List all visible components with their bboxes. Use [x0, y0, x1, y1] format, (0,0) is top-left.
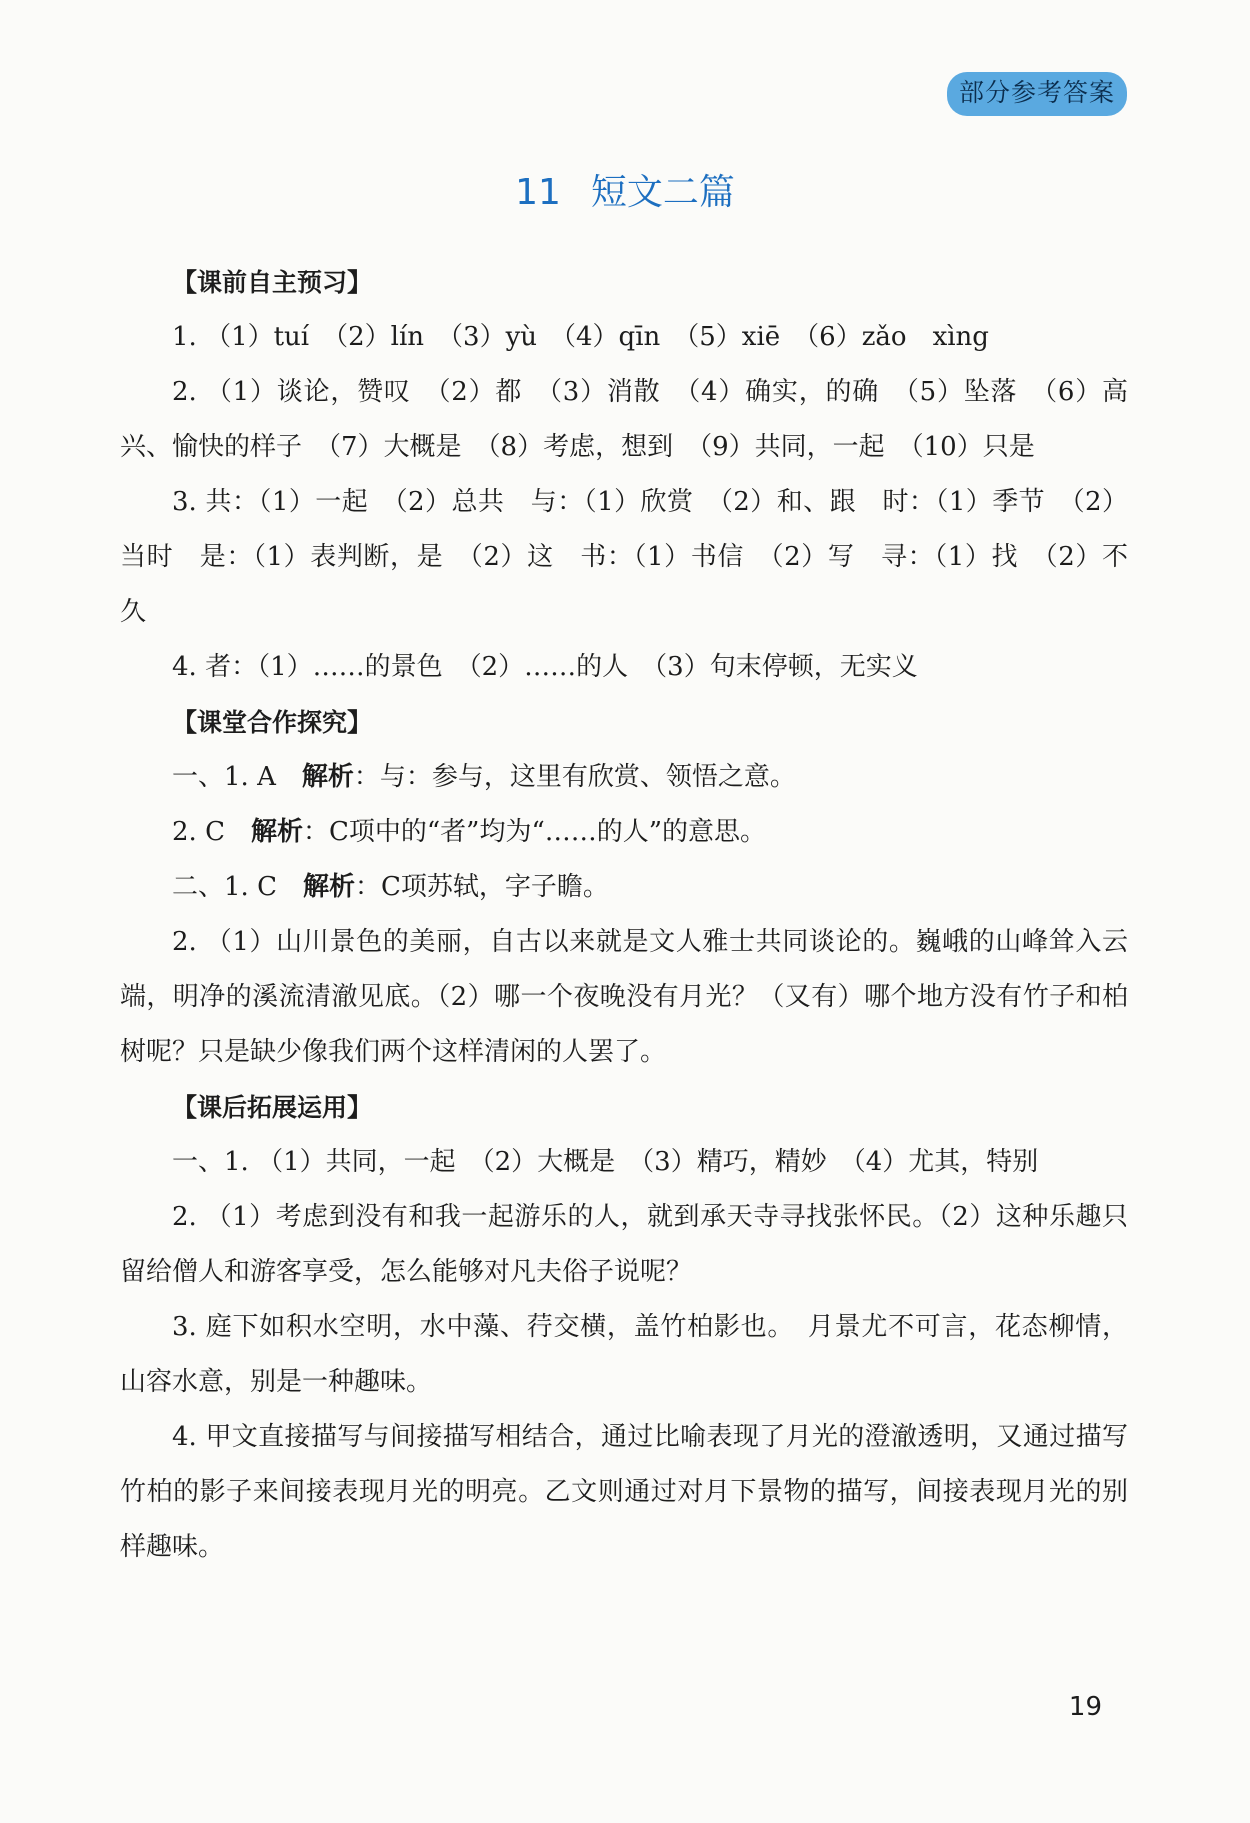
answer-item: 一、1. A 解析：与：参与，这里有欣赏、领悟之意。: [172, 762, 796, 792]
answer-item: 3. 共：（1）一起 （2）总共 与：（1）欣赏 （2）和、跟 时：（1）季节 （2）当时 是：（1）表判断，是 （2）这 书：（1）书信 （2）写 寻：（1）找 （2）不久: [120, 487, 1128, 627]
answer-item: 3. 庭下如积水空明，水中藻、荇交横，盖竹柏影也。 月景尤不可言，花态柳情，山容水意，别是一种趣味。: [120, 1312, 1128, 1397]
answer-item: 4. 甲文直接描写与间接描写相结合，通过比喻表现了月光的澄澈透明，又通过描写竹柏的影子来间接表现月光的明亮。乙文则通过对月下景物的描写，间接表现月光的别样趣味。: [120, 1422, 1128, 1562]
answer-item: 2. （1）谈论，赞叹 （2）都 （3）消散 （4）确实，的确 （5）坠落 （6）高兴、愉快的样子 （7）大概是 （8）考虑，想到 （9）共同，一起 （10）只是: [120, 377, 1128, 462]
section-heading-extension: 【课后拓展运用】: [172, 1093, 373, 1122]
analysis-label: 解析: [302, 872, 355, 902]
answer-item: 4. 者：（1）……的景色 （2）……的人 （3）句末停顿，无实义: [172, 652, 918, 682]
answer-item: 二、1. C 解析：C项苏轼，字子瞻。: [172, 872, 609, 902]
answer-key-badge: 部分参考答案: [947, 72, 1127, 116]
lesson-name: 短文二篇: [590, 172, 735, 213]
answer-item: 2. （1）山川景色的美丽，自古以来就是文人雅士共同谈论的。巍峨的山峰耸入云端，明净的溪流清澈见底。（2）哪一个夜晚没有月光？（又有）哪个地方没有竹子和柏树呢？只是缺少像我们两个这样清闲的人罢了。: [120, 927, 1128, 1067]
analysis-label: 解析: [301, 762, 354, 792]
answer-item: 1. （1）tuí （2）lín （3）yù （4）qīn （5）xiē （6）zǎo xìng: [172, 322, 989, 352]
answer-item: 2. C 解析：C项中的“者”均为“……的人”的意思。: [172, 817, 767, 847]
answer-content: [120, 255, 1128, 1575]
lesson-number: 11: [515, 172, 561, 213]
analysis-label: 解析: [250, 817, 303, 847]
answer-item: 2. （1）考虑到没有和我一起游乐的人，就到承天寺寻找张怀民。（2）这种乐趣只留给僧人和游客享受，怎么能够对凡夫俗子说呢？: [120, 1202, 1128, 1287]
lesson-title: [0, 168, 1250, 218]
answer-item: 一、1. （1）共同，一起 （2）大概是 （3）精巧，精妙 （4）尤其，特别: [172, 1147, 1039, 1177]
section-heading-preview: 【课前自主预习】: [172, 268, 373, 297]
page-number: 19: [1068, 1692, 1102, 1722]
section-heading-classroom: 【课堂合作探究】: [172, 708, 373, 737]
